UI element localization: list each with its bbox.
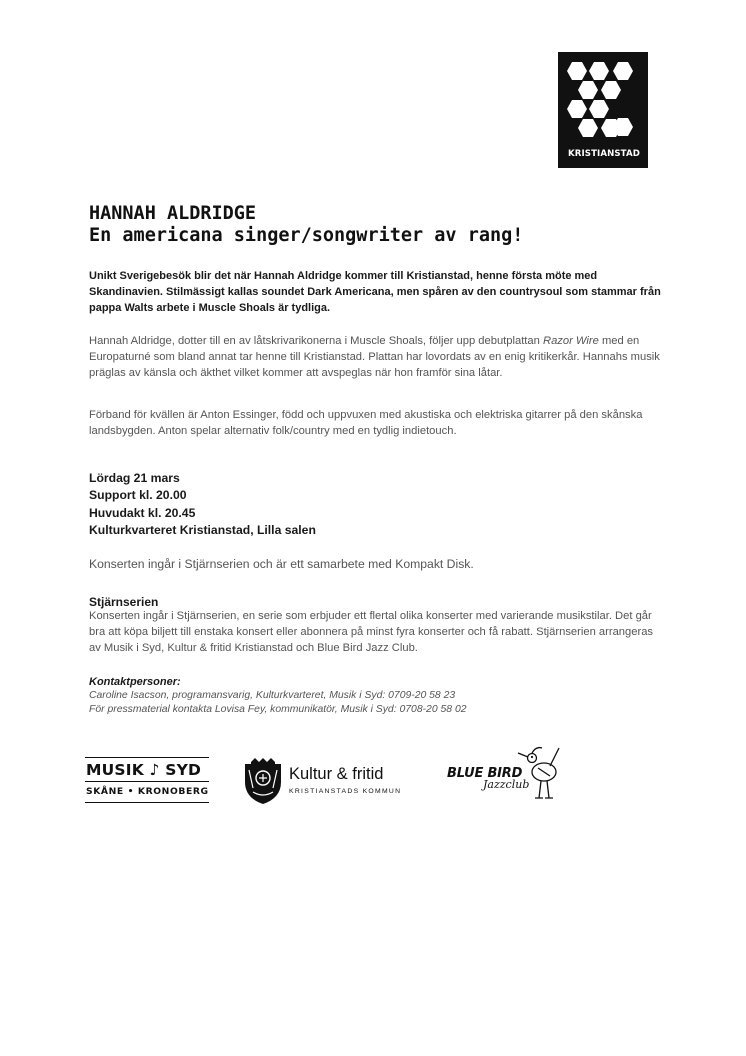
logo-rule	[85, 802, 209, 803]
musik-syd-line2: SKÅNE • KRONOBERG	[86, 786, 209, 797]
title-line1: HANNAH ALDRIDGE	[89, 203, 257, 224]
contact-line-2: För pressmaterial kontakta Lovisa Fey, kommunikatör, Musik i Syd: 0708-20 58 02	[89, 704, 467, 715]
lead-paragraph: Unikt Sverigebesök blir det när Hannah Aldridge kommer till Kristianstad, henne första möte med Skandinavien. Stilmässigt kallas soundet Dark Americana, men spåren av den countrysoul som stammar från pappa Walts arbete i Muscle Shoals är tydliga.	[89, 270, 661, 315]
stjarnserien-heading: Stjärnserien	[89, 595, 159, 609]
paragraph-1-after: med en Europaturné som bland annat tar henne till Kristianstad. Plattan har lovordats av en enig kritikerkår. Hannahs musik präglas av känsla och äkthet vilket kommer att avspeglas när hon framför sina låtar.	[89, 335, 660, 380]
logo-line1: KULTURKVARTERET	[568, 194, 640, 202]
hexagon-logo-icon	[566, 60, 640, 140]
kultur-fritid-name: Kultur & fritid	[289, 765, 384, 783]
page-title	[89, 203, 523, 247]
musik-i-syd-logo	[85, 757, 209, 803]
contact-line-1: Caroline Isacson, programansvarig, Kulturkvarteret, Musik i Syd: 0709-20 58 23	[89, 690, 456, 701]
bluebird-sub: Jazzclub	[483, 778, 530, 791]
concert-note: Konserten ingår i Stjärnserien och är ett samarbete med Kompakt Disk.	[89, 557, 474, 571]
event-date: Lördag 21 mars	[89, 471, 180, 485]
album-title: Razor Wire	[542, 335, 599, 347]
paragraph-1-before: Hannah Aldridge, dotter till en av låtskrivarikonerna i Muscle Shoals, följer upp debutplattan	[89, 335, 543, 347]
event-support: Support kl. 20.00	[89, 488, 187, 503]
kultur-fritid-logo	[241, 758, 421, 806]
event-venue: Kulturkvarteret Kristianstad, Lilla salen	[89, 522, 316, 537]
paragraph-2: Förband för kvällen är Anton Essinger, född och uppvuxen med akustiska och elektriska gitarrer på den skånska landsbygden. Anton spelar alternativ folk/country med en tydlig indietouch.	[89, 409, 643, 438]
logo-line2: KRISTIANSTAD	[568, 149, 640, 159]
paragraph-1	[89, 333, 664, 382]
bluebird-name: BLUE BIRD	[447, 766, 523, 781]
title-line2: En americana singer/songwriter av rang!	[89, 225, 524, 246]
contacts-heading: Kontaktpersoner:	[89, 676, 181, 688]
logo-rule	[85, 781, 209, 782]
logo-rule	[85, 757, 209, 758]
event-details	[89, 470, 316, 539]
kultur-fritid-sub: KRISTIANSTADS KOMMUN	[289, 788, 402, 795]
musik-syd-line1: MUSIK ♪ SYD	[86, 761, 202, 779]
stjarnserien-body: Konserten ingår i Stjärnserien, en serie som erbjuder ett flertal olika konserter med varierande musikstilar. Det går bra att köpa biljett till enstaka konsert eller abonnera på minst fyra konserter och få rabatt. Stjärnserien arrangeras av Musik i Syd, Kultur & fritid Kristianstad och Blue Bird Jazz Club.	[89, 610, 654, 655]
kulturkvarteret-logo	[558, 52, 648, 202]
event-headliner: Huvudakt kl. 20.45	[89, 505, 196, 520]
coat-of-arms-icon	[241, 758, 285, 806]
blue-bird-logo	[446, 744, 562, 800]
